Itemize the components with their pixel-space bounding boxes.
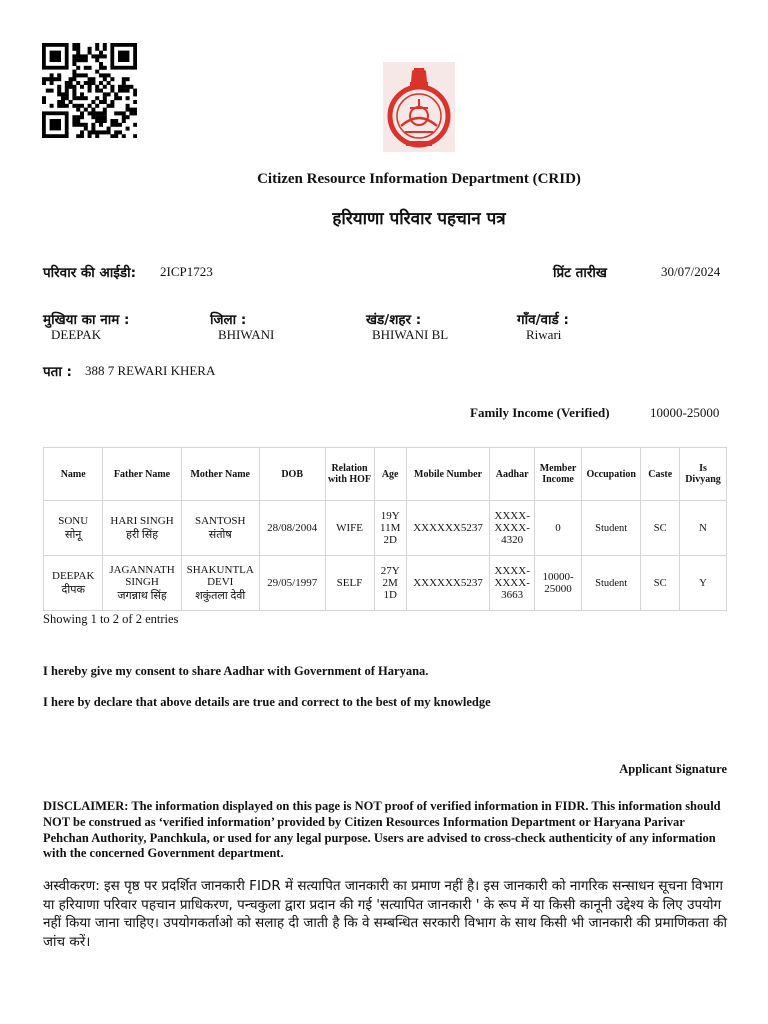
- print-date-label: प्रिंट तारीख: [553, 265, 607, 281]
- cell-divyang: Y: [679, 556, 726, 611]
- col-father-name: Father Name: [103, 448, 181, 501]
- cell-divyang: N: [679, 501, 726, 556]
- cell-dob: 28/08/2004: [259, 501, 325, 556]
- col-caste: Caste: [641, 448, 680, 501]
- haryana-emblem-icon: [383, 62, 455, 152]
- department-title: Citizen Resource Information Department (CRID): [257, 171, 581, 187]
- family-id-label: परिवार की आईडी:: [43, 265, 137, 281]
- address-value: 388 7 REWARI KHERA: [85, 363, 216, 378]
- col-occupation: Occupation: [581, 448, 640, 501]
- block-label: खंड/शहर :: [366, 312, 422, 328]
- cell-father: JAGANNATH SINGH जगन्नाथ सिंह: [103, 556, 181, 611]
- members-table: [43, 447, 727, 611]
- disclaimer-english: DISCLAIMER: The information displayed on this page is NOT proof of verified information in FIDR. This information should NOT be construed as ‘verified information’ provided by Citizen Resources Information Department or Haryana Parivar Pehchan Authority, Panchkula, or used for any legal purpose. Users are advised to cross-check authenticity of any information with the concerned Government department.: [43, 799, 721, 861]
- entries-info: Showing 1 to 2 of 2 entries: [43, 612, 179, 626]
- cell-occupation: Student: [581, 501, 640, 556]
- disclaimer-hindi: अस्वीकरण: इस पृष्ठ पर प्रदर्शित जानकारी FIDR में सत्यापित जानकारी का प्रमाण नहीं है। इस जानकारी को नागरिक सन्साधन सूचना विभाग या हरियाणा परिवार पहचान प्राधिकरण, पन्चकुला द्वारा प्रदान की गई 'सत्यापित जानकारी ' के रूप में या किसी कानूनी उद्देश्य के लिए उपयोग नहीं किया जाना चाहिए। उपयोगकर्ताओ को सलाह दी जाती है कि वे सम्बन्धित सरकारी विभाग के साथ किसी भी जानकारी की प्रमाणिकता की जांच करें।: [43, 878, 728, 950]
- block-value: BHIWANI BL: [372, 327, 449, 342]
- head-name-label: मुखिया का नाम :: [43, 312, 130, 328]
- cell-name: SONU सोनू: [44, 501, 103, 556]
- table-row: [44, 556, 727, 611]
- print-date-value: 30/07/2024: [661, 264, 721, 279]
- cell-mobile: XXXXXX5237: [406, 501, 489, 556]
- cell-aadhar: XXXX- XXXX- 3663: [490, 556, 535, 611]
- col-mobile: Mobile Number: [406, 448, 489, 501]
- card-title: हरियाणा परिवार पहचान पत्र: [332, 209, 506, 229]
- cell-mobile: XXXXXX5237: [406, 556, 489, 611]
- cell-caste: SC: [641, 501, 680, 556]
- aadhar-consent: I hereby give my consent to share Aadhar with Government of Haryana.: [43, 664, 429, 678]
- family-income-value: 10000-25000: [650, 405, 720, 420]
- table-header-row: [44, 448, 727, 501]
- cell-dob: 29/05/1997: [259, 556, 325, 611]
- col-mother-name: Mother Name: [181, 448, 259, 501]
- cell-aadhar: XXXX- XXXX- 4320: [490, 501, 535, 556]
- table-row: [44, 501, 727, 556]
- cell-mother: SANTOSH संतोष: [181, 501, 259, 556]
- village-value: Riwari: [526, 327, 562, 342]
- applicant-signature-label: Applicant Signature: [619, 762, 727, 776]
- col-relation: Relation with HOF: [325, 448, 374, 501]
- cell-member-income: 0: [535, 501, 582, 556]
- district-value: BHIWANI: [218, 327, 275, 342]
- cell-occupation: Student: [581, 556, 640, 611]
- cell-name: DEEPAK दीपक: [44, 556, 103, 611]
- village-label: गाँव/वार्ड :: [517, 312, 569, 328]
- col-dob: DOB: [259, 448, 325, 501]
- col-divyang: Is Divyang: [679, 448, 726, 501]
- cell-caste: SC: [641, 556, 680, 611]
- head-name-value: DEEPAK: [51, 327, 102, 342]
- cell-age: 27Y 2M 1D: [374, 556, 406, 611]
- declaration: I here by declare that above details are true and correct to the best of my knowledge: [43, 695, 491, 709]
- qr-code-icon: [42, 43, 137, 138]
- cell-father: HARI SINGH हरी सिंह: [103, 501, 181, 556]
- district-label: जिला :: [210, 312, 247, 328]
- cell-age: 19Y 11M 2D: [374, 501, 406, 556]
- cell-mother: SHAKUNTLA DEVI शकुंतला देवी: [181, 556, 259, 611]
- address-label: पता :: [43, 364, 72, 380]
- cell-member-income: 10000- 25000: [535, 556, 582, 611]
- cell-relation: SELF: [325, 556, 374, 611]
- family-id-value: 2ICP1723: [160, 264, 213, 279]
- col-age: Age: [374, 448, 406, 501]
- col-member-income: Member Income: [535, 448, 582, 501]
- col-aadhar: Aadhar: [490, 448, 535, 501]
- col-name: Name: [44, 448, 103, 501]
- cell-relation: WIFE: [325, 501, 374, 556]
- family-income-label: Family Income (Verified): [470, 405, 610, 420]
